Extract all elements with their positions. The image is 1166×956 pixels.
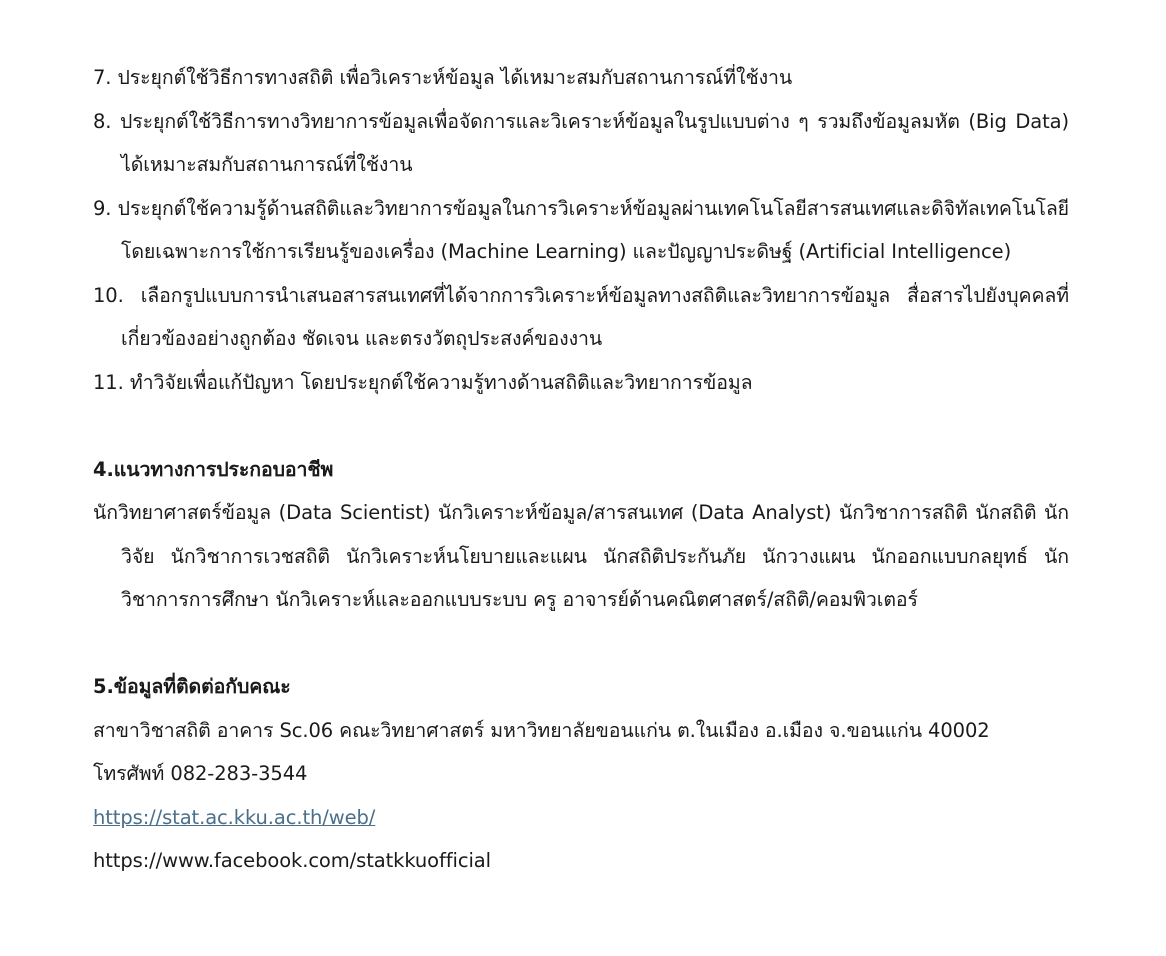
item-number: 8. [93, 109, 112, 133]
contact-heading: 5.ข้อมูลที่ติดต่อกับคณะ [93, 675, 291, 698]
contact-section [93, 665, 1069, 883]
learning-outcomes-list [93, 56, 1069, 404]
item-number: 9. [93, 196, 112, 220]
item-number: 11. [93, 370, 124, 394]
item-text: ประยุกต์ใช้วิธีการทางวิทยาการข้อมูลเพื่อจัดการและวิเคราะห์ข้อมูลในรูปแบบต่าง ๆ รวมถึงข้อมูลมหัต (Big Data) ได้เหมาะสมกับสถานการณ์ที่ใช้งาน [119, 109, 1069, 176]
career-heading: 4.แนวทางการประกอบอาชีพ [93, 457, 334, 481]
list-item [93, 56, 1069, 100]
career-text: นักวิทยาศาสตร์ข้อมูล (Data Scientist) นักวิเคราะห์ข้อมูล/สารสนเทศ (Data Analyst) นักวิชาการสถิติ นักสถิติ นักวิจัย นักวิชาการเวชสถิติ นักวิเคราะห์นโยบายและแผน นักสถิติประกันภัย นักวางแผน นักออกแบบกลยุทธ์ นักวิชาการการศึกษา นักวิเคราะห์และออกแบบระบบ ครู อาจารย์ด้านคณิตศาสตร์/สถิติ/คอมพิวเตอร์ [93, 501, 1069, 611]
spacer [93, 404, 1069, 448]
item-text: ทำวิจัยเพื่อแก้ปัญหา โดยประยุกต์ใช้ความรู้ทางด้านสถิติและวิทยาการข้อมูล [129, 370, 753, 394]
contact-website-line [93, 796, 1069, 840]
document-page [93, 56, 1069, 883]
item-text: ประยุกต์ใช้ความรู้ด้านสถิติและวิทยาการข้อมูลในการวิเคราะห์ข้อมูลผ่านเทคโนโลยีสารสนเทศและดิจิทัลเทคโนโลยี โดยเฉพาะการใช้การเรียนรู้ของเครื่อง (Machine Learning) และปัญญาประดิษฐ์ (Artificial Intelligence) [117, 196, 1069, 263]
list-item [93, 100, 1069, 187]
list-item [93, 361, 1069, 405]
item-text: ประยุกต์ใช้วิธีการทางสถิติ เพื่อวิเคราะห์ข้อมูล ได้เหมาะสมกับสถานการณ์ที่ใช้งาน [117, 66, 793, 89]
list-item [93, 274, 1069, 361]
contact-facebook: https://www.facebook.com/statkkuofficial [93, 849, 491, 872]
item-text: เลือกรูปแบบการนำเสนอสารสนเทศที่ได้จากการวิเคราะห์ข้อมูลทางสถิติและวิทยาการข้อมูล สื่อสารไปยังบุคคลที่เกี่ยวข้องอย่างถูกต้อง ชัดเจน และตรงวัตถุประสงค์ของงาน [121, 283, 1069, 350]
item-number: 7. [93, 66, 112, 89]
contact-address: สาขาวิชาสถิติ อาคาร Sc.06 คณะวิทยาศาสตร์ มหาวิทยาลัยขอนแก่น ต.ในเมือง อ.เมือง จ.ขอนแก่น 40002 [93, 718, 990, 742]
spacer [93, 622, 1069, 666]
item-number: 10. [93, 283, 124, 307]
career-section [93, 448, 1069, 622]
website-link[interactable]: https://stat.ac.kku.ac.th/web/ [93, 805, 376, 829]
contact-phone: โทรศัพท์ 082-283-3544 [93, 762, 308, 785]
list-item [93, 187, 1069, 274]
